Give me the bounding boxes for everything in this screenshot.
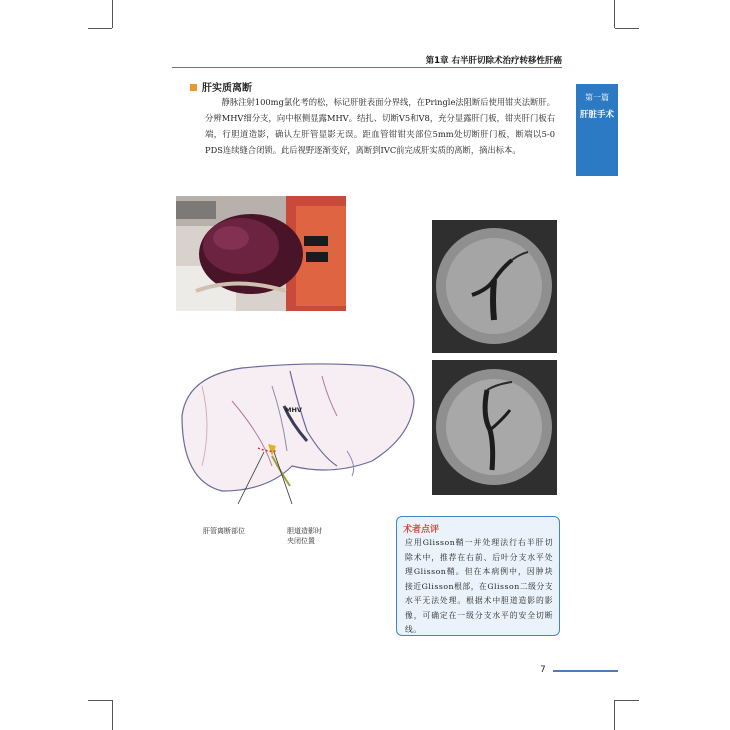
surgery-photo bbox=[176, 196, 346, 311]
cholangiogram-top bbox=[432, 220, 557, 353]
section-heading bbox=[190, 79, 252, 94]
comment-text: 应用Glisson鞘一并处理法行右半肝切除术中，推荐在右前、后叶分支水平处理Glisson鞘。但在本病例中，因肿块接近Glisson根部，在Glisson二级分支水平无法处理。根据术中胆道造影的影像，可确定在一级分支水平的安全切断线。 bbox=[405, 538, 553, 634]
heading-square-icon bbox=[190, 84, 197, 91]
crop-mark bbox=[88, 700, 112, 701]
crop-mark bbox=[615, 700, 639, 701]
clamp-position-line2: 夹闭位置 bbox=[287, 537, 315, 545]
surgeon-comment-box bbox=[396, 516, 560, 636]
part-label: 第一篇 bbox=[585, 93, 609, 102]
cholangiogram-bottom bbox=[432, 360, 557, 495]
crop-mark bbox=[614, 0, 615, 28]
page-number-rule bbox=[553, 670, 618, 672]
page-number: 7 bbox=[540, 665, 546, 675]
part-title: 肝脏手术 bbox=[579, 110, 614, 120]
section-heading-text: 肝实质离断 bbox=[202, 83, 252, 94]
bile-duct-transection-label: 肝管离断部位 bbox=[203, 527, 245, 535]
mhv-label: MHV bbox=[285, 406, 302, 414]
header-rule bbox=[172, 67, 562, 68]
clamp-position-line1: 胆道造影时 bbox=[287, 527, 322, 535]
crop-mark bbox=[112, 0, 113, 28]
part-side-tab bbox=[576, 84, 618, 176]
clamp-position-label bbox=[287, 526, 322, 546]
crop-mark bbox=[112, 700, 113, 730]
body-paragraph: 静脉注射100mg氯化考的松，标记肝脏表面分界线，在Pringle法阻断后使用钳夹法断肝。分辨MHV细分支，向中枢侧显露MHV。结扎、切断V5和V8，充分显露肝门板，钳夹肝门板右端，行胆道造影，确认左肝管显影无误。距血管钳钳夹部位5mm处切断肝门板，断端以5-0 PDS连续缝合闭锁。此后视野逐渐变好，离断到IVC前完成肝实质的离断，摘出标本。 bbox=[205, 97, 555, 155]
liver-diagram bbox=[172, 356, 422, 506]
body-text bbox=[205, 94, 555, 158]
chapter-header: 第1章 右半肝切除术治疗转移性肝癌 bbox=[425, 56, 562, 66]
crop-mark bbox=[88, 28, 112, 29]
crop-mark bbox=[615, 28, 639, 29]
comment-title: 术者点评 bbox=[403, 525, 440, 535]
crop-mark bbox=[614, 700, 615, 730]
